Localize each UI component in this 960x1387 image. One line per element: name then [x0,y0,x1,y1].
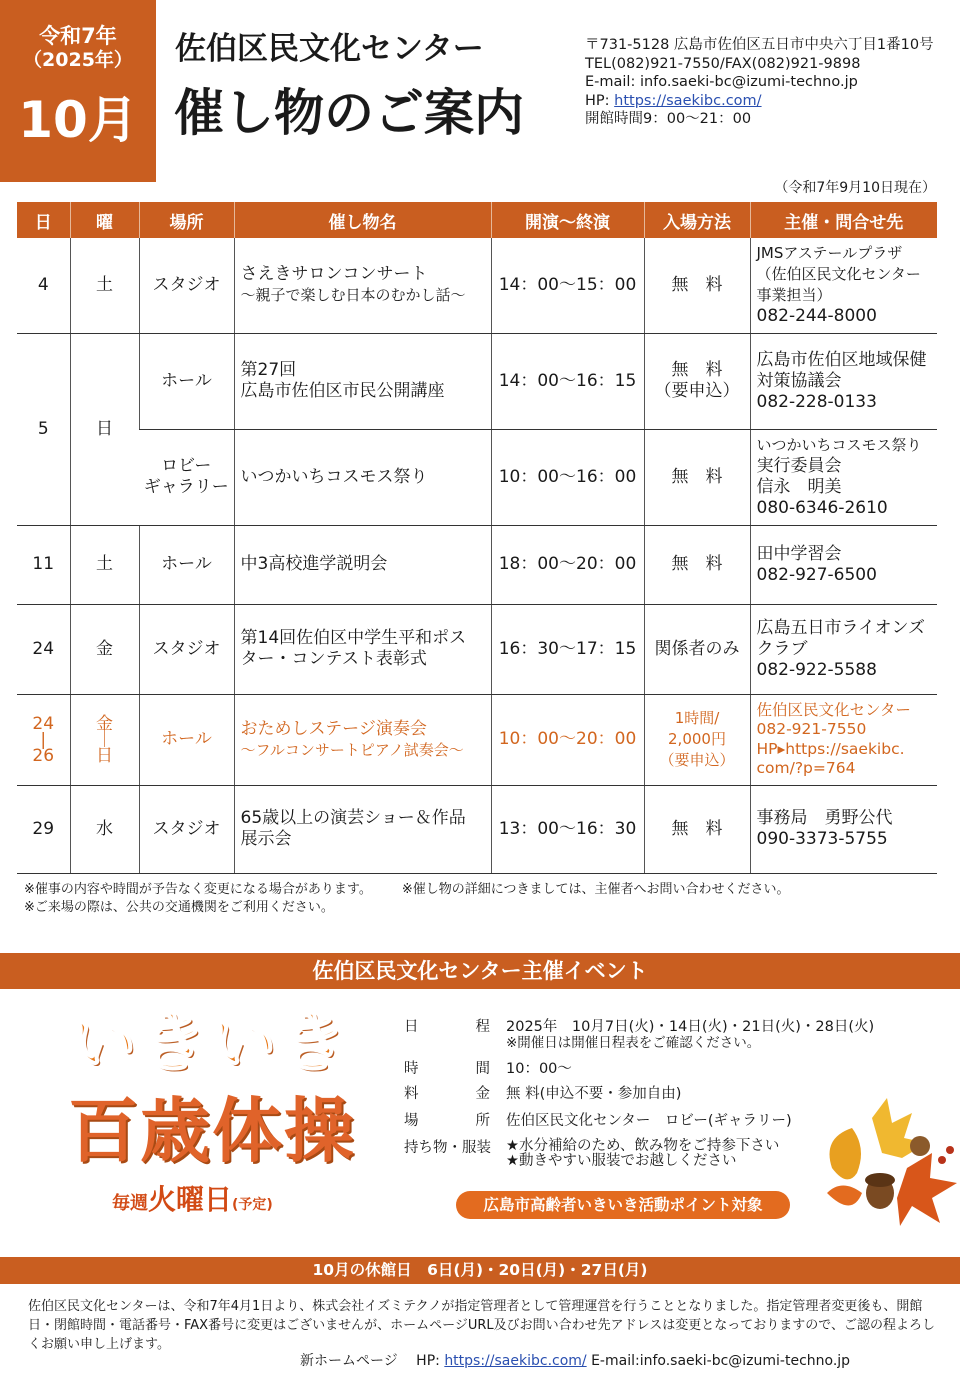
admission-note: （要申込） [654,381,740,401]
event-subtitle: ～フルコンサートピアノ試奏会～ [240,740,464,759]
admission-cell: 無 料 [644,429,750,525]
event-title: さえきサロンコンサート [240,264,428,285]
detail-text: ★水分補給のため、飲み物をご持参下さい [506,1138,780,1154]
day-cell [17,694,70,785]
venue-line: ロビー [161,456,212,476]
event-subtitle: 広島市佐伯区市民公開講座 [240,381,445,401]
organizer-phone: 082-927-6500 [756,564,877,585]
opening-hours: 開館時間9：00～21：00 [585,111,752,127]
event-name-line1: いきいき [70,1004,350,1081]
table-row [17,525,937,604]
table-row [17,694,937,785]
points-badge: 広島市高齢者いきいき活動ポイント対象 [456,1191,790,1219]
event-title: 65歳以上の演芸ショー＆作品 [240,808,466,828]
detail-value: 10：00～ [506,1061,572,1077]
footer-hp-link[interactable]: https://saekibc.com/ [444,1353,587,1369]
hp-label: HP: [585,92,615,109]
table-row [17,785,937,873]
header-venue: 場所 [139,202,234,238]
venue-cell: ホール [139,694,234,785]
admission-line: 無 料 [671,360,723,380]
table-row [17,429,937,525]
organizer-phone: 082-922-5588 [756,659,877,680]
venue-cell: スタジオ [139,785,234,873]
detail-label: 時間 [404,1061,490,1077]
footer-web [300,1350,850,1370]
table-row [17,333,937,429]
event-banner: 佐伯区民文化センター主催イベント [0,953,960,989]
event-cell [234,604,491,694]
detail-value: 無 料(申込不要・参加自由) [506,1086,682,1102]
day-cell: 5 [17,333,70,525]
venue-line: ギャラリー [143,477,229,497]
organizer-line: 事務局 勇野公代 [756,808,893,828]
dow-cell: 日 [70,333,139,525]
venue-cell: ホール [139,525,234,604]
organizer-cell [750,525,937,604]
detail-label: 持ち物・服装 [404,1140,491,1156]
organizer-cell [750,694,937,785]
event-cell: いつかいちコスモス祭り [234,429,491,525]
time-cell: 14：00～15：00 [491,238,644,333]
organizer-line: 実行委員会 [756,456,842,476]
day-start: 24 [32,713,55,734]
organizer-line: 事業担当） [756,286,832,305]
center-name: 佐伯区民文化センター [175,31,484,67]
note-line: ※ご来場の際は、公共の交通機関をご利用ください。 [24,900,334,915]
organizer-cell [750,785,937,873]
header-dow: 曜 [70,202,139,238]
admission-cell: 無 料 [644,238,750,333]
admission-cell: 無 料 [644,785,750,873]
day-cell: 4 [17,238,70,333]
venue-cell: スタジオ [139,604,234,694]
weekly-prefix: 毎週 [112,1193,148,1214]
event-subtitle: ター・コンテスト表彰式 [240,649,427,669]
autumn-leaves-illustration [812,1098,960,1228]
organizer-line: （佐伯区民文化センター [756,265,921,284]
venue-cell: スタジオ [139,238,234,333]
organizer-line: 対策協議会 [756,370,842,391]
address: 〒731-5128 広島市佐伯区五日市中央六丁目1番10号 [585,37,934,53]
time-cell: 13：00～16：30 [491,785,644,873]
contact-info [585,36,934,129]
detail-value [506,1139,779,1169]
day-cell: 11 [17,525,70,604]
weekly-schedule [112,1178,273,1218]
organizer-line: 広島市佐伯区地域保健 [756,349,927,370]
detail-value [506,1018,874,1050]
event-table [17,202,937,874]
detail-label: 場所 [404,1113,490,1129]
detail-note: ★動きやすい服装でお越しください [506,1153,737,1169]
event-subtitle: 展示会 [240,829,292,849]
venue-cell [139,429,234,525]
closed-days-bar: 10月の休館日 6日(月)・20日(月)・27日(月) [0,1257,960,1284]
organizer-cell [750,333,937,429]
event-cell: 中3高校進学説明会 [234,525,491,604]
homepage [585,92,934,111]
footer-email: E-mail:info.saeki-bc@izumi-techno.jp [586,1353,851,1369]
event-cell [234,694,491,785]
organizer-phone: 082-244-8000 [756,306,877,327]
dow-start: 金 [96,713,113,734]
organizer-line: クラブ [756,638,808,659]
month-badge [0,0,156,182]
dow-end: 日 [96,745,113,766]
email: E-mail: info.saeki-bc@izumi-techno.jp [585,74,858,90]
event-cell [234,333,491,429]
time-cell: 16：30～17：15 [491,604,644,694]
footer-web-label: 新ホームページ HP: [300,1353,445,1369]
dow-cell: 土 [70,525,139,604]
detail-label: 日程 [404,1019,490,1035]
notes [24,881,790,917]
event-title: 第27回 [240,360,297,380]
admission-line: 1時間/ [674,709,720,727]
event-cell [234,238,491,333]
event-name-line2: 百歳体操 [68,1090,356,1172]
tel-fax: TEL(082)921-7550/FAX(082)921-9898 [585,55,861,72]
organizer-line: 広島五日市ライオンズ [756,617,925,638]
organizer-cell [750,604,937,694]
page-title: 催し物のご案内 [174,84,524,142]
time-cell: 14：00～16：15 [491,333,644,429]
day-cell: 29 [17,785,70,873]
venue-cell: ホール [139,333,234,429]
organizer-line: JMSアステールプラザ [756,244,903,263]
organizer-line: いつかいちコスモス祭り [756,436,922,454]
hp-link[interactable]: https://saekibc.com/ [614,92,762,109]
header-event: 催し物名 [234,202,491,238]
table-row [17,238,937,333]
dow-cell: 水 [70,785,139,873]
organizer-phone: 082-921-7550 [756,720,867,738]
note-2: ※催し物の詳細につきましては、主催者へお問い合わせください。 [401,882,790,897]
admission-cell: 関係者のみ [644,604,750,694]
detail-label: 料金 [404,1086,490,1102]
detail-note: ※開催日は開催日程表をご確認ください。 [506,1035,761,1051]
organizer-cell [750,238,937,333]
admission-line: 2,000円 [668,730,726,748]
badge-year: （2025年） [23,49,133,71]
header-admission: 入場方法 [644,202,750,238]
time-cell: 18：00～20：00 [491,525,644,604]
admission-cell: 無 料 [644,525,750,604]
time-cell: 10：00～20：00 [491,694,644,785]
dow-cell [70,694,139,785]
day-separator: | [40,729,47,750]
header-day: 日 [17,202,70,238]
day-end: 26 [32,745,55,766]
day-cell: 24 [17,604,70,694]
event-title: おためしステージ演奏会 [240,718,427,739]
organizer-phone: 082-228-0133 [756,391,877,412]
organizer-line: 信永 明美 [756,477,842,497]
note-line [24,881,790,899]
admission-cell [644,694,750,785]
organizer-line: 佐伯区民文化センター [756,700,911,719]
detail-value: 佐伯区民文化センター ロビー(ギャラリー) [506,1113,792,1129]
dow-separator: ｜ [96,729,113,750]
header-time: 開演～終演 [491,202,644,238]
detail-text: 2025年 10月7日(火)・14日(火)・21日(火)・28日(火) [506,1019,875,1035]
organizer-url: com/?p=764 [756,759,856,777]
badge-month: 10月 [18,91,138,149]
header-organizer: 主催・問合せ先 [750,202,937,238]
time-cell: 10：00～16：00 [491,429,644,525]
event-subtitle: ～親子で楽しむ日本のむかし話～ [240,286,466,305]
organizer-phone: 090-3373-5755 [756,829,888,849]
organizer-phone: 080-6346-2610 [756,498,888,518]
badge-era: 令和7年 [39,24,117,48]
organizer-url: HP▸https://saekibc. [756,739,905,758]
organizer-line: 田中学習会 [756,543,842,564]
admission-cell [644,333,750,429]
event-cell [234,785,491,873]
weekly-day: 火曜日 [148,1183,233,1216]
dow-cell: 土 [70,238,139,333]
organizer-cell [750,429,937,525]
table-row [17,604,937,694]
as-of-date: （令和7年9月10日現在） [774,180,936,196]
table-header-row [17,202,937,238]
dow-cell: 金 [70,604,139,694]
note-1: ※催事の内容や時間が予告なく変更になる場合があります。 [24,882,372,897]
admission-note: （要申込） [659,751,735,769]
event-title: 第14回佐伯区中学生平和ポス [240,628,467,648]
footer-notice: 佐伯区民文化センターは、令和7年4月1日より、株式会社イズミテクノが指定管理者として管理運営を行うこととなりました。指定管理者変更後も、開館日・閉館時間・電話番号・FAX番号に変更はございませんが、ホームページURL及びお問い合わせ先アドレスは変更となっておりますので、ご認の程よろしくお願い申し上げます。 [28,1299,935,1352]
weekly-note: (予定) [232,1197,273,1213]
